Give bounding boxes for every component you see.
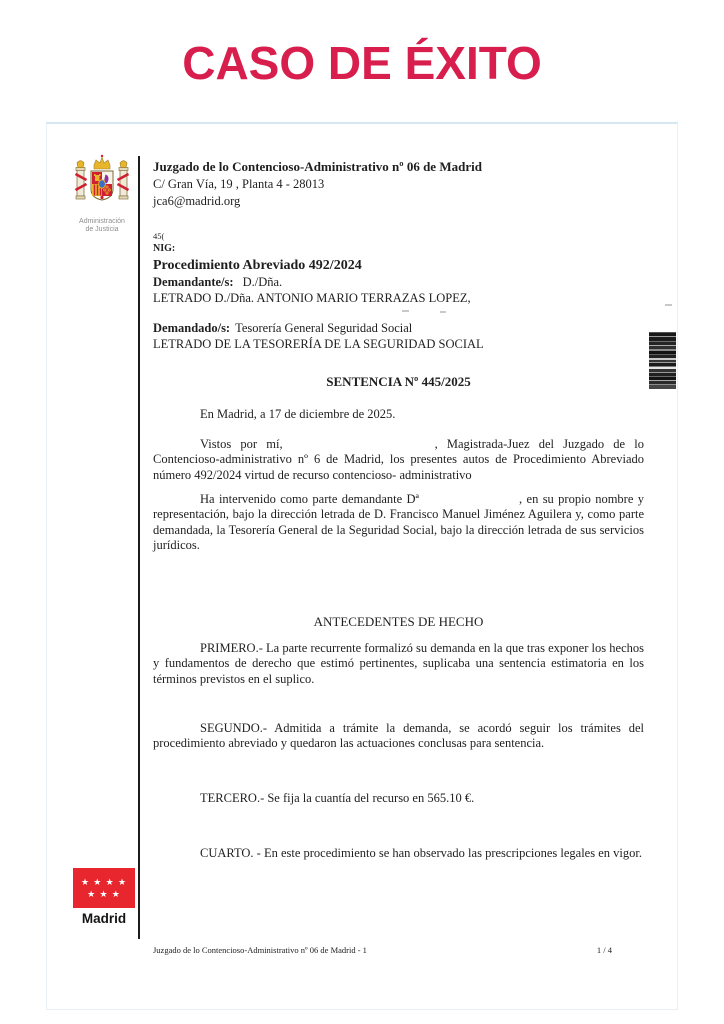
procedure-number: Procedimiento Abreviado 492/2024 — [153, 258, 362, 273]
document-page — [46, 122, 678, 1010]
redaction-artifact — [665, 304, 672, 306]
footer-court-reference: Juzgado de lo Contencioso-Administrativo nº 06 de Madrid - 1 — [153, 945, 367, 955]
claimant-label: Demandante/s: — [153, 275, 234, 289]
page-footer — [153, 945, 644, 956]
court-address: C/ Gran Vía, 19 , Planta 4 - 28013 — [153, 177, 325, 191]
vistos-text-after: , Magistrada-Juez del Juzgado de lo Contencioso-administrativo nº 6 de Madrid, los presentes autos de Procedimiento Abreviado número 492/2024 virtud de recurso contencioso- administrativo — [153, 437, 645, 482]
sentence-heading: SENTENCIA Nº 445/2025 — [326, 374, 471, 389]
court-name: Juzgado de lo Contencioso-Administrativo nº 06 de Madrid — [153, 159, 482, 174]
justice-administration-logo — [67, 153, 137, 234]
barcode-icon — [649, 332, 676, 389]
redacted-claimant-name — [419, 501, 519, 503]
paragraph-primero: PRIMERO.- La parte recurrente formalizó su demanda en la que tras exponer los hechos y fundamentos de derecho que estimó pertinentes, suplicaba una sentencia estimatoria en los términos previstos en el suplico. — [153, 641, 644, 686]
claimant-lawyer: LETRADO D./Dña. ANTONIO MARIO TERRAZAS LOPEZ, — [153, 290, 471, 305]
claimant-line — [153, 275, 644, 291]
logo-caption-line2: de Justicia — [85, 226, 119, 233]
case-ref-partial: 45( — [153, 231, 165, 241]
paragraph-tercero: TERCERO.- Se fija la cuantía del recurso en 565.10 €. — [200, 791, 475, 805]
paragraph-cuarto: CUARTO. - En este procedimiento se han observado las prescripciones legales en vigor. — [200, 846, 642, 860]
intervenido-text-before: Ha intervenido como parte demandante Dª — [200, 492, 420, 506]
madrid-logo-label: Madrid — [81, 911, 127, 926]
defendant-line — [153, 321, 644, 337]
nig-label: NIG: — [153, 243, 176, 254]
place-date: En Madrid, a 17 de diciembre de 2025. — [200, 407, 396, 421]
madrid-flag-icon — [73, 868, 135, 908]
vertical-divider — [138, 156, 140, 939]
document-body — [153, 124, 644, 1009]
madrid-stars-row1: ★ ★ ★ ★ — [80, 876, 128, 887]
intervenido-text-after: , en su propio nombre y representación, bajo la dirección letrada de D. Francisco Manuel Jiménez Aguilera y, como parte demandada, la Tesorería General de la Seguridad Social, bajo la dirección letrada de sus servicios jurídicos. — [153, 492, 645, 552]
paragraph-vistos — [153, 437, 644, 483]
claimant-value: D./Dña. — [242, 275, 283, 289]
case-info — [153, 231, 644, 352]
logo-caption — [67, 218, 137, 234]
page-number: 1 / 4 — [596, 945, 612, 955]
defendant-lawyer: LETRADO DE LA TESORERÍA DE LA SEGURIDAD SOCIAL — [153, 336, 484, 351]
vistos-text-before: Vistos por mí, — [200, 437, 283, 451]
antecedentes-heading: ANTECEDENTES DE HECHO — [313, 614, 484, 629]
court-header — [153, 158, 644, 209]
page-title: CASO DE ÉXITO — [182, 37, 542, 89]
redacted-judge-name — [283, 446, 435, 448]
madrid-logo — [67, 868, 141, 926]
court-email: jca6@madrid.org — [153, 193, 241, 208]
madrid-stars-row2: ★ ★ ★ — [87, 888, 121, 899]
defendant-value: Tesorería General Seguridad Social — [235, 321, 413, 335]
paragraph-intervenido — [153, 492, 644, 553]
spain-coat-of-arms-icon — [74, 153, 130, 211]
paragraph-segundo: SEGUNDO.- Admitida a trámite la demanda, se acordó seguir los trámites del procedimiento abreviado y quedaron las actuaciones conclusas para sentencia. — [153, 721, 644, 751]
logo-caption-line1: Administración — [79, 218, 125, 225]
defendant-label: Demandado/s: — [153, 321, 231, 335]
